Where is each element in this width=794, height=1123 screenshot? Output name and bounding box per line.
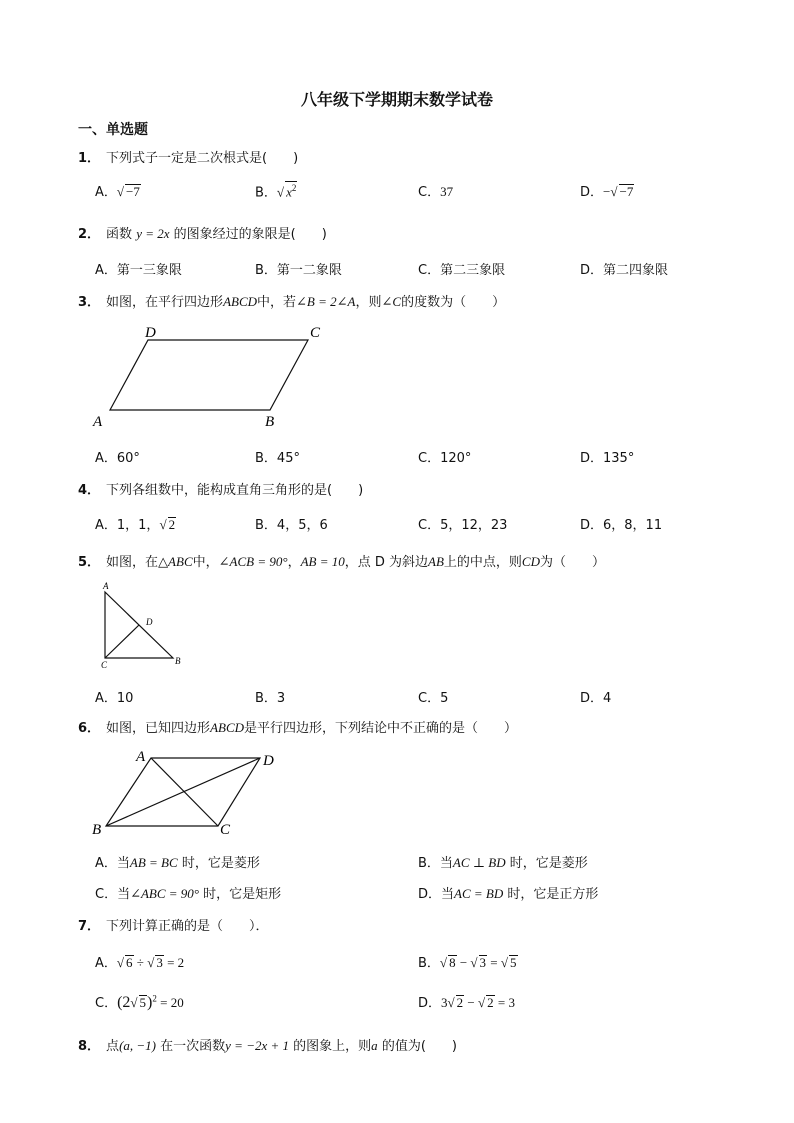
median-cd — [105, 625, 139, 658]
question-3: 3． 如图，在平行四边形ABCD中，若∠B = 2∠A，则∠C的度数为（ ） — [78, 294, 506, 310]
q4-option-c[interactable]: C．5，12，23 — [418, 518, 508, 533]
label-a: A — [136, 749, 146, 765]
label-a: A — [103, 581, 109, 591]
q6-option-b[interactable]: B．当AC ⊥ BD 时，它是菱形 — [418, 855, 588, 871]
q5-option-d[interactable]: D．4 — [580, 691, 612, 706]
q2-option-d[interactable]: D．第二四象限 — [580, 263, 669, 278]
q5-triangle-figure — [95, 578, 195, 670]
q3-option-d[interactable]: D．135° — [580, 451, 635, 466]
label-d: D — [145, 325, 156, 341]
label-c: C — [101, 660, 108, 670]
q2-option-a[interactable]: A．第一三象限 — [95, 263, 182, 278]
section-heading: 一、单选题 — [78, 122, 148, 138]
label-d: D — [146, 617, 153, 627]
q1-option-d[interactable]: D．−√ −7 — [580, 184, 634, 200]
q7-option-b[interactable]: B．√ 8 − √ 3 = √ 5 — [418, 955, 517, 971]
q7-option-c[interactable]: C．(2√ 5)$^2$ = 20 — [95, 993, 184, 1011]
q1-option-c[interactable]: C．37 — [418, 184, 454, 200]
page-title: 八年级下学期期末数学试卷 — [300, 90, 493, 109]
question-1: 1． 下列式子一定是二次根式是( ) — [78, 151, 299, 166]
q3-parallelogram-figure — [90, 320, 340, 435]
q6-parallelogram-figure — [88, 745, 293, 840]
question-5: 5． 如图，在△ABC中，∠ACB = 90°，AB = 10，点 D 为斜边AB上的中点，则CD为（ ） — [78, 554, 605, 570]
label-b: B — [265, 414, 275, 430]
q6-option-d[interactable]: D．当AC = BD 时，它是正方形 — [418, 886, 599, 902]
q3-option-a[interactable]: A．60° — [95, 451, 140, 466]
question-6: 6． 如图，已知四边形ABCD是平行四边形，下列结论中不正确的是（ ） — [78, 720, 518, 736]
question-2: 2． 函数 y = 2x 的图象经过的象限是( ) — [78, 226, 327, 242]
q3-option-c[interactable]: C．120° — [418, 451, 472, 466]
question-4: 4． 下列各组数中，能构成直角三角形的是( ) — [78, 483, 364, 498]
label-b: B — [175, 656, 181, 666]
q6-option-a[interactable]: A．当AB = BC 时，它是菱形 — [95, 855, 260, 871]
q5-option-a[interactable]: A．10 — [95, 691, 134, 706]
q4-option-b[interactable]: B．4，5，6 — [255, 518, 328, 533]
label-a: A — [93, 414, 103, 430]
label-b: B — [92, 822, 102, 838]
question-8: 8． 点(a, −1) 在一次函数y = −2x + 1 的图象上，则a 的值为( ) — [78, 1038, 457, 1054]
q2-option-c[interactable]: C．第二三象限 — [418, 263, 506, 278]
q6-option-c[interactable]: C．当∠ABC = 90° 时，它是矩形 — [95, 886, 282, 902]
q1-option-a[interactable]: A．√ −7 — [95, 184, 140, 200]
q7-option-a[interactable]: A．√ 6 ÷ √ 3 = 2 — [95, 955, 185, 971]
q1-option-b[interactable]: B．√ $x^2$ — [255, 183, 297, 201]
q5-option-b[interactable]: B．3 — [255, 691, 286, 706]
diagonal-ac — [151, 758, 218, 826]
q5-option-c[interactable]: C．5 — [418, 691, 449, 706]
q7-option-d[interactable]: D．3√ 2 − √ 2 = 3 — [418, 995, 515, 1011]
label-c: C — [310, 325, 321, 341]
label-d: D — [263, 753, 274, 769]
label-c: C — [220, 822, 231, 838]
q2-option-b[interactable]: B．第一二象限 — [255, 263, 342, 278]
parallelogram-shape — [110, 340, 308, 410]
q4-option-a[interactable]: A．1，1，√ 2 — [95, 517, 176, 533]
q3-option-b[interactable]: B．45° — [255, 451, 300, 466]
question-7: 7． 下列计算正确的是（ ）． — [78, 919, 269, 934]
q4-option-d[interactable]: D．6，8，11 — [580, 518, 663, 533]
